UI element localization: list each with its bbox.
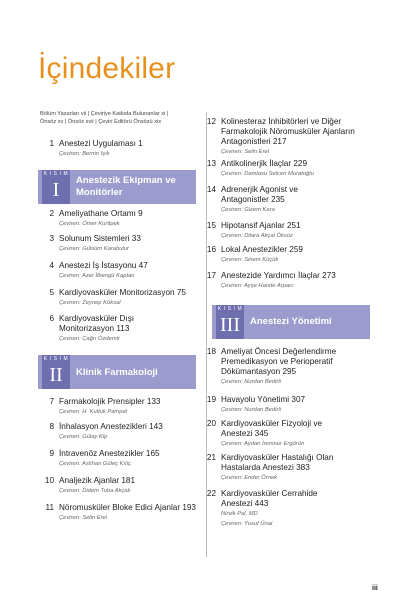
chapter-translator: Çeviren: Ayşe Hande Arpacı xyxy=(221,283,294,289)
chapter-title: Hipotansif Ajanlar 251 xyxy=(221,221,301,230)
part-title: Anestezik Ekipman ve Monitörler xyxy=(76,175,176,198)
chapter-translator: Çeviren: Dilara Akçal Öksüz xyxy=(221,233,293,239)
chapter-number: 22 xyxy=(206,489,216,498)
chapter-number: 5 xyxy=(49,288,54,297)
chapter-number: 9 xyxy=(49,449,54,458)
part-roman-numeral: I xyxy=(52,179,60,201)
chapter-title: Havayolu Yönetimi 307 xyxy=(221,395,306,404)
chapter-title: Antikolinerjik İlaçlar 229 xyxy=(221,159,308,168)
chapter-number: 21 xyxy=(206,453,216,462)
chapter-translator: Çeviren: Sinem Küçük xyxy=(221,257,279,263)
chapter-translator: Çeviren: Ender Örnek xyxy=(221,475,278,481)
chapter-number: 14 xyxy=(206,185,216,194)
front-matter-line-1: Bölüm Yazarları vii | Çeviriye Katkıda Bulunanlar xi | xyxy=(40,111,169,117)
page-number: iii xyxy=(372,585,378,592)
chapter-number: 1 xyxy=(49,139,54,148)
chapter-number: 7 xyxy=(49,397,54,406)
part-roman-numeral: III xyxy=(220,314,240,336)
part-banner-3 xyxy=(212,305,370,339)
chapter-translator: Çeviren: H. Kutluk Pampal xyxy=(59,409,127,415)
part-kisim-label: K I S I M xyxy=(217,306,243,312)
chapter-translator: Çeviren: Didem Tuba Akçalı xyxy=(59,488,131,494)
chapter-title: Kardiyovasküler Monitorizasyon 75 xyxy=(59,288,186,297)
chapter-number: 6 xyxy=(49,314,54,323)
chapter-title: Lokal Anestezikler 259 xyxy=(221,245,303,254)
chapter-number: 10 xyxy=(44,476,54,485)
chapter-title: Kardiyovasküler Cerrahide Anestezi 443 xyxy=(221,489,318,508)
chapter-translator: Çeviren: Nurdan Bedirli xyxy=(221,407,281,413)
chapter-author: Nirvik Pal, MD xyxy=(221,511,258,517)
chapter-title: Ameliyat Öncesi Değerlendirme Premedikasyon ve Perioperatif Dökümantasyon 295 xyxy=(221,347,337,376)
chapter-translator: Çeviren: Selin Erel xyxy=(221,149,270,155)
chapter-title: Farmakolojik Prensipler 133 xyxy=(59,397,161,406)
front-matter-line-2: Önsöz xv | Önsöz xvii | Çeviri Editörü Önsözü xix xyxy=(40,119,162,125)
part-roman-numeral: II xyxy=(49,364,63,386)
chapter-translator: Çeviren: Selin Erel xyxy=(59,515,108,521)
part-tab xyxy=(42,170,70,204)
part-kisim-label: K I S I M xyxy=(43,171,69,177)
chapter-number: 11 xyxy=(45,503,54,512)
part-kisim-label: K I S I M xyxy=(43,356,69,362)
chapter-translator: Çeviren: Gülay Kip xyxy=(59,434,108,440)
chapter-translator: Çeviren: Aydan İremnur Ergörün xyxy=(221,441,305,447)
chapter-title: Kardiyovasküler Dışı Monitorizasyon 113 xyxy=(59,314,135,333)
chapter-title: Kolinesteraz İnhibitörleri ve Diğer Farmakolojik Nöromusküler Ajanların Antagonistleri 217 xyxy=(221,117,355,146)
chapter-number: 17 xyxy=(206,271,216,280)
chapter-title: İntravenöz Anestezikler 165 xyxy=(59,449,160,458)
chapter-title: Analjezik Ajanlar 181 xyxy=(59,476,136,485)
chapter-title: Ameliyathane Ortamı 9 xyxy=(59,209,143,218)
chapter-translator: Çeviren: Gülsüm Karabulut xyxy=(59,246,129,252)
chapter-title: Nöromusküler Bloke Edici Ajanlar 193 xyxy=(59,503,196,512)
chapter-title: İnhalasyon Anestezikleri 143 xyxy=(59,422,163,431)
part-banner-1 xyxy=(38,170,196,204)
chapter-number: 16 xyxy=(206,245,216,254)
chapter-title: Adrenerjik Agonist ve Antagonistler 235 xyxy=(221,185,298,204)
chapter-translator: Çeviren: Yusuf Ünal xyxy=(221,521,273,527)
chapter-number: 15 xyxy=(206,221,216,230)
chapter-translator: Çeviren: Ömer Kurtipek xyxy=(59,221,120,227)
page-title: İçindekiler xyxy=(38,52,176,85)
front-matter xyxy=(40,110,200,126)
chapter-number: 3 xyxy=(49,234,54,243)
chapter-translator: Çeviren: Damlasu Selcen Muratoğlu xyxy=(221,171,314,177)
chapter-number: 20 xyxy=(206,419,216,428)
chapter-number: 13 xyxy=(206,159,216,168)
chapter-translator: Çeviren: Çağrı Özdemir xyxy=(59,336,120,342)
chapter-number: 2 xyxy=(49,209,54,218)
chapter-title: Kardiyovasküler Fizyoloji ve Anestezi 345 xyxy=(221,419,323,438)
chapter-number: 12 xyxy=(206,117,216,126)
chapter-translator: Çeviren: Gizem Kara xyxy=(221,207,275,213)
chapter-title: Anestezi İş İstasyonu 47 xyxy=(59,261,148,270)
chapter-title: Solunum Sistemleri 33 xyxy=(59,234,141,243)
part-banner-2 xyxy=(38,355,196,389)
part-title: Klinik Farmakoloji xyxy=(76,367,158,378)
chapter-translator: Çeviren: Nurdan Bedirli xyxy=(221,379,281,385)
chapter-number: 18 xyxy=(206,347,216,356)
chapter-translator: Çeviren: Bernin Işık xyxy=(59,151,110,157)
part-tab xyxy=(42,355,70,389)
chapter-number: 8 xyxy=(49,422,54,431)
chapter-number: 4 xyxy=(49,261,54,270)
chapter-title: Kardiyovasküler Hastalığı Olan Hastalarda Anestezi 383 xyxy=(221,453,334,472)
part-tab xyxy=(216,305,244,339)
chapter-translator: Çeviren: Azer İlbengü Kaptan xyxy=(59,273,135,279)
chapter-translator: Çeviren: Zeynep Köksal xyxy=(59,300,121,306)
chapter-translator: Çeviren: Aslıhan Güleç Kılıç xyxy=(59,461,131,467)
chapter-title: Anestezide Yardımcı İlaçlar 273 xyxy=(221,271,336,280)
chapter-title: Anestezi Uygulaması 1 xyxy=(59,139,143,148)
part-title: Anestezi Yönetimi xyxy=(250,316,332,327)
chapter-number: 19 xyxy=(206,395,216,404)
